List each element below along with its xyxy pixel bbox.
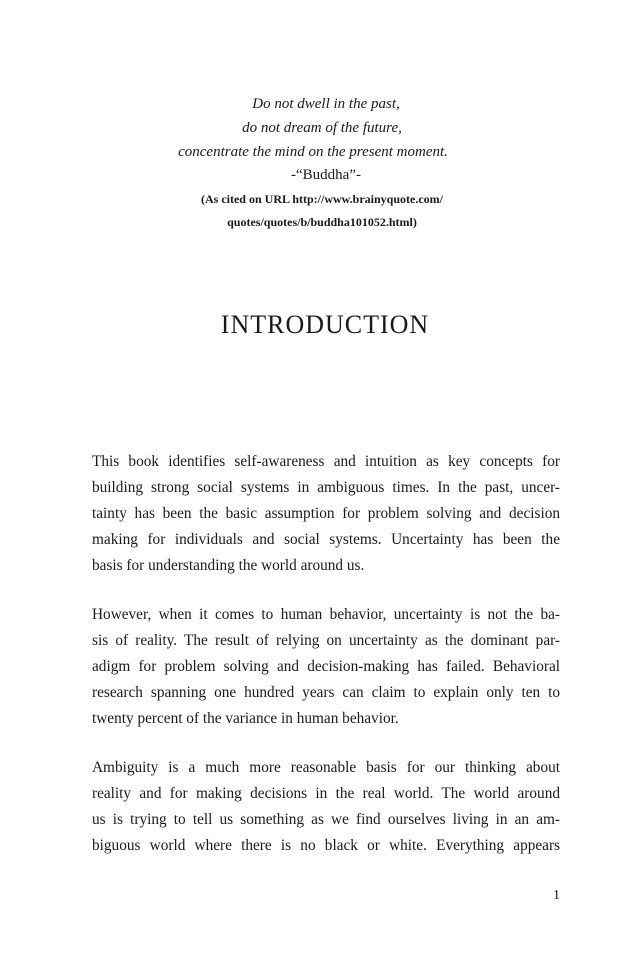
epigraph-line: do not dream of the future, [242,120,402,136]
text-line: tainty has been the basic assumption for problem solving and decision [92,505,560,522]
text-line: Ambiguity is a much more reasonable basis for our thinking about [92,759,560,776]
epigraph-line: concentrate the mind on the present moment. [178,144,448,160]
body-text [92,449,560,882]
text-line: sis of reality. The result of relying on uncertainty as the dominant par- [92,632,560,649]
paragraph [92,449,560,579]
paragraph [92,755,560,859]
text-line: building strong social systems in ambiguous times. In the past, uncer- [92,479,560,496]
text-line: us is trying to tell us something as we find ourselves living in an am- [92,811,560,828]
epigraph-citation: quotes/quotes/b/buddha101052.html) [227,215,417,229]
text-line: twenty percent of the variance in human behavior. [92,710,399,727]
text-line: research spanning one hundred years can claim to explain only ten to [92,684,560,701]
epigraph-author: -“Buddha”- [291,167,361,183]
paragraph [92,602,560,732]
text-line: basis for understanding the world around us. [92,557,365,574]
epigraph [0,92,638,234]
text-line: This book identifies self-awareness and intuition as key concepts for [92,453,560,470]
epigraph-citation: (As cited on URL http://www.brainyquote.com/ [200,192,443,206]
text-line: reality and for making decisions in the real world. The world around [92,785,560,802]
page-number: 1 [553,888,560,903]
chapter-title: INTRODUCTION [220,310,430,339]
text-line: However, when it comes to human behavior, uncertainty is not the ba- [92,606,560,623]
text-line: making for individuals and social systems. Uncertainty has been the [92,531,560,548]
text-line: biguous world where there is no black or white. Everything appears [92,837,560,854]
epigraph-line: Do not dwell in the past, [252,96,400,112]
text-line: adigm for problem solving and decision-making has failed. Behavioral [92,658,560,675]
